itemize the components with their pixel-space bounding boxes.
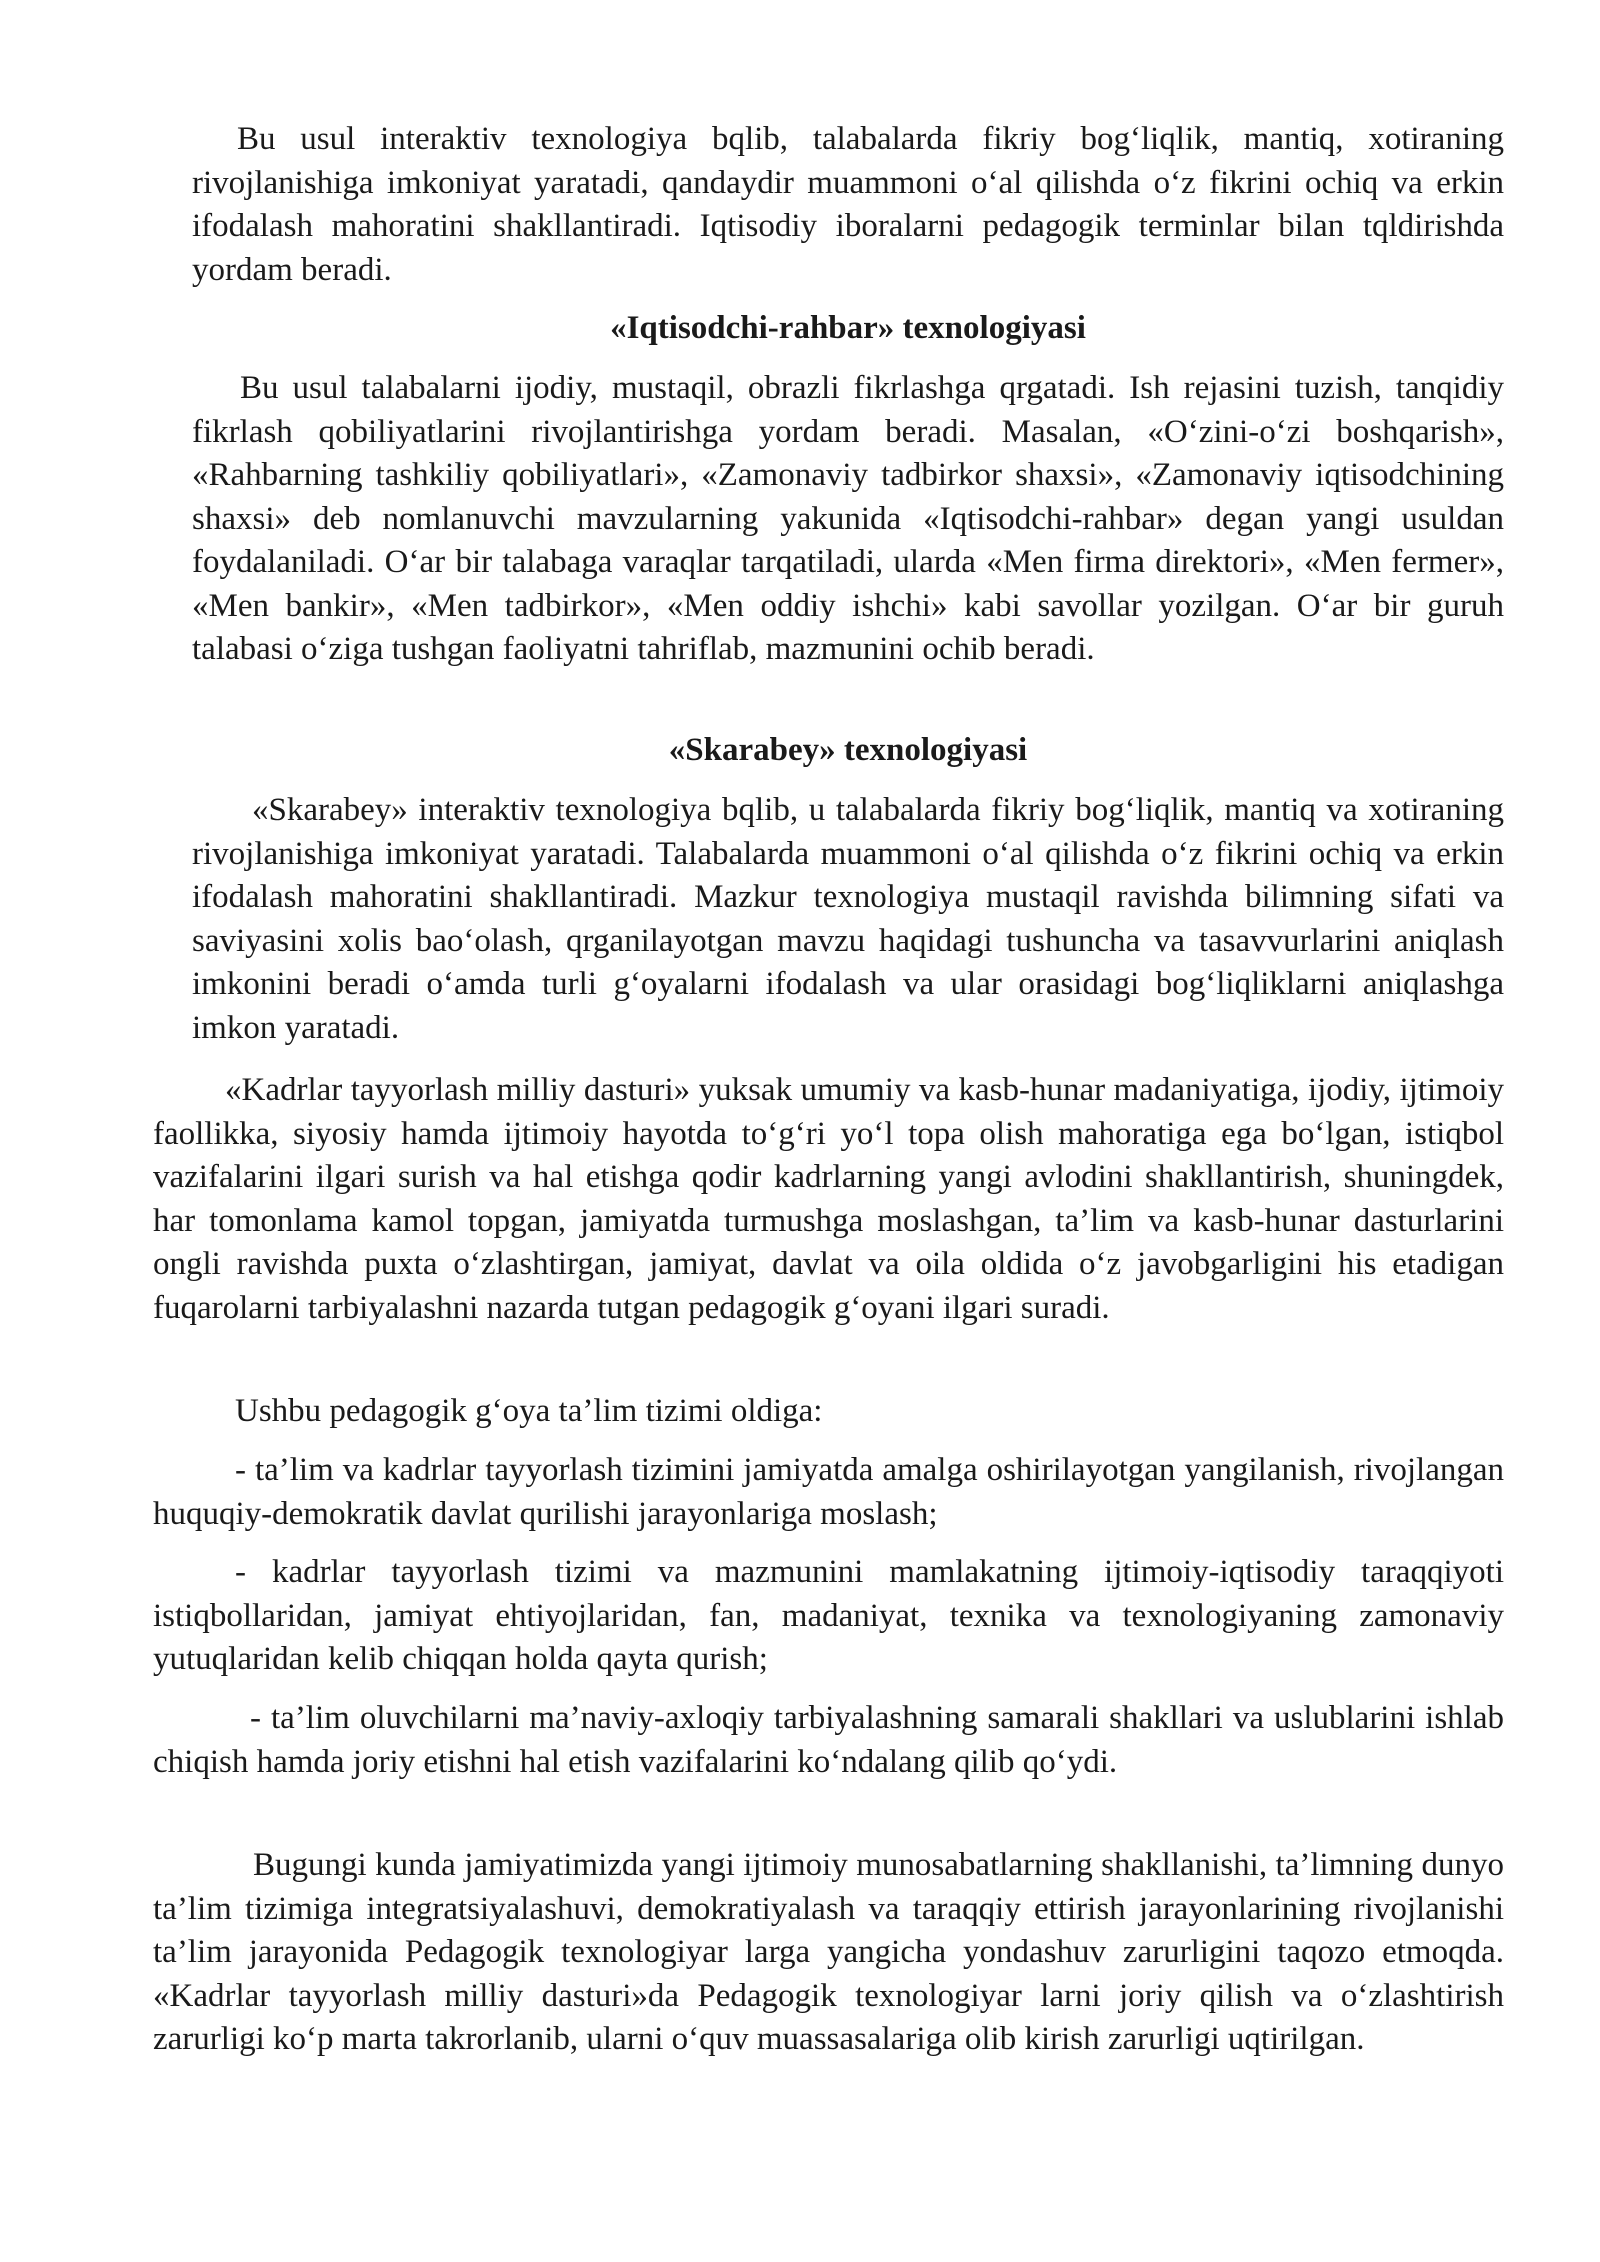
paragraph-iqtisodchi-rahbar: Bu usul talabalarni ijodiy, mustaqil, obrazli fikrlashga qrgatadi. Ish rejasini tuzish, tanqidiy fikrlash qobiliyatlarini rivojlantirishga yordam beradi. Masalan, «O‘zini-o‘zi boshqarish», «Rahbarning tashkiliy qobiliyatlari», «Zamonaviy tadbirkor shaxsi», «Zamonaviy iqtisodchining shaxsi» deb nomlanuvchi mavzularning yakunida «Iqtisodchi-rahbar» degan yangi usuldan foydalaniladi. O‘ar bir talabaga varaqlar tarqatiladi, ularda «Men firma direktori», «Men fermer», «Men bankir», «Men tadbirkor», «Men oddiy ishchi» kabi savollar yozilgan. O‘ar bir guruh talabasi o‘ziga tushgan faoliyatni tahriflab, mazmunini ochib beradi. [192,370,1504,667]
heading-iqtisodchi-rahbar: «Iqtisodchi-rahbar» texnologiyasi [610,310,1086,346]
paragraph-interactive-technology: Bu usul interaktiv texnologiya bqlib, talabalarda fikriy bog‘liqlik, mantiq, xotiraning rivojlanishiga imkoniyat yaratadi, qandaydir muammoni o‘al qilishda o‘z fikrini ochiq va erkin ifodalash mahoratini shakllantiradi. Iqtisodiy iboralarni pedagogik terminlar bilan tqldirishda yordam beradi. [192,121,1504,288]
paragraph-skarabey: «Skarabey» interaktiv texnologiya bqlib, u talabalarda fikriy bog‘liqlik, mantiq va xotiraning rivojlanishiga imkoniyat yaratadi. Talabalarda muammoni o‘al qilishda o‘z fikrini ochiq va erkin ifodalash mahoratini shakllantiradi. Mazkur texnologiya mustaqil ravishda bilimning sifati va saviyasini xolis bao‘olash, qrganilayotgan mavzu haqidagi tushuncha va tasavvurlarini aniqlash imkonini beradi o‘amda turli g‘oyalarni ifodalash va ular orasidagi bog‘liqliklarni aniqlashga imkon yaratadi. [192,792,1504,1046]
heading-skarabey: «Skarabey» texnologiyasi [668,732,1028,768]
paragraph-kadrlar-dasturi: «Kadrlar tayyorlash milliy dasturi» yuksak umumiy va kasb-hunar madaniyatiga, ijodiy, ijtimoiy faollikka, siyosiy hamda ijtimoiy hayotda to‘g‘ri yo‘l topa olish mahoratiga ega bo‘lgan, istiqbol vazifalarini ilgari surish va hal etishga qodir kadrlarning yangi avlodini shakllantirish, shuningdek, har tomonlama kamol topgan, jamiyatda turmushga moslashgan, ta’lim va kasb-hunar dasturlarini ongli ravishda puxta o‘zlashtirgan, jamiyat, davlat va oila oldida o‘z javobgarligini his etadigan fuqarolarni tarbiyalashni nazarda tutgan pedagogik g‘oyani ilgari suradi. [153,1072,1504,1326]
list-item: - ta’lim oluvchilarni ma’naviy-axloqiy tarbiyalashning samarali shakllari va uslublarini ishlab chiqish hamda joriy etishni hal etish vazifalarini ko‘ndalang qilib qo‘ydi. [153,1700,1504,1780]
list-item: - ta’lim va kadrlar tayyorlash tizimini jamiyatda amalga oshirilayotgan yangilanish, rivojlangan huquqiy-demokratik davlat qurilishi jarayonlariga moslash; [153,1452,1504,1532]
list-item: - kadrlar tayyorlash tizimi va mazmunini mamlakatning ijtimoiy-iqtisodiy taraqqiyoti istiqbollaridan, jamiyat ehtiyojlaridan, fan, madaniyat, texnika va texnologiyaning zamonaviy yutuqlaridan kelib chiqqan holda qayta qurish; [153,1554,1504,1677]
paragraph-pedagogik-goya: Ushbu pedagogik g‘oya ta’lim tizimi oldiga: [235,1393,823,1429]
paragraph-bugungi-kunda: Bugungi kunda jamiyatimizda yangi ijtimoiy munosabatlarning shakllanishi, ta’limning dunyo ta’lim tizimiga integratsiyalashuvi, demokratiyalash va taraqqiy ettirish jarayonlarining rivojlanishi ta’lim jarayonida Pedagogik texnologiyar larga yangicha yondashuv zarurligini taqozo etmoqda. «Kadrlar tayyorlash milliy dasturi»da Pedagogik texnologiyar larni joriy qilish va o‘zlashtirish zarurligi ko‘p marta takrorlanib, ularni o‘quv muassasalariga olib kirish zarurligi uqtirilgan. [153,1847,1504,2057]
